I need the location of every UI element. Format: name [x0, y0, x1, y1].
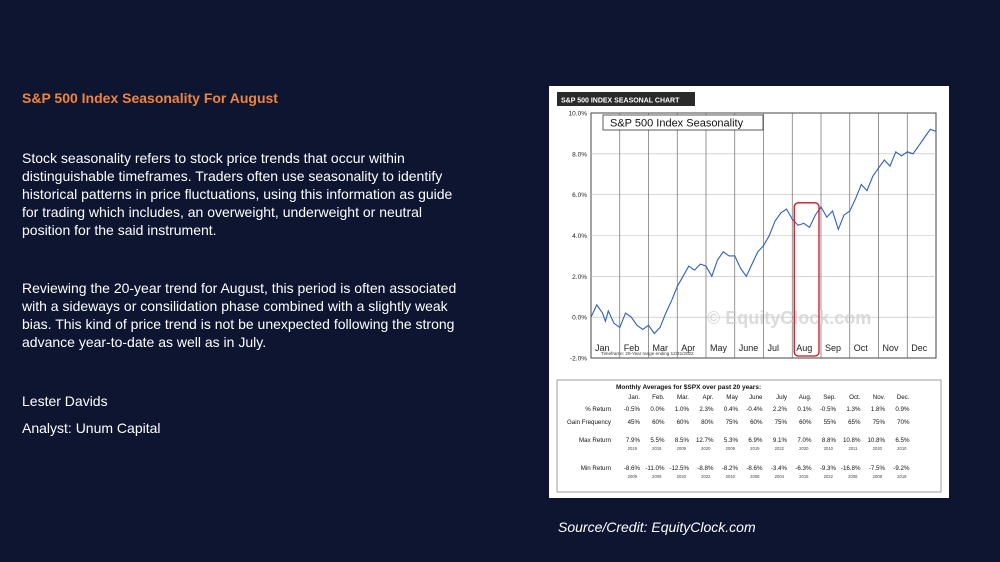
month-label: June	[738, 343, 759, 353]
table-cell: 7.0%	[797, 437, 812, 444]
table-row-label: % Return	[585, 406, 611, 413]
table-cell: -0.5%	[623, 406, 640, 413]
y-tick-label: 6.0%	[572, 192, 587, 200]
table-cell: 9.1%	[772, 437, 787, 444]
month-label: Oct	[853, 343, 868, 353]
table-cell-year: 2018	[897, 474, 907, 479]
table-cell-year: 2020	[676, 474, 686, 479]
page-title: S&P 500 Index Seasonality For August	[22, 90, 278, 106]
table-cell-year: 2020	[872, 446, 882, 451]
month-label: Jan	[595, 343, 610, 353]
table-cell-year: 2008	[848, 474, 858, 479]
table-cell: 0.4%	[723, 406, 738, 413]
table-cell: 10.8%	[842, 437, 861, 444]
table-cell: -8.8%	[697, 465, 714, 472]
seasonal-chart-panel	[549, 86, 949, 498]
seasonality-chart	[549, 86, 949, 498]
table-cell: -12.5%	[669, 465, 689, 472]
table-cell-year: 2008	[750, 474, 760, 479]
table-cell: -8.6%	[746, 465, 763, 472]
table-cell-year: 2015	[652, 446, 662, 451]
table-cell: 5.3%	[723, 437, 738, 444]
table-cell: 10.8%	[867, 437, 885, 444]
table-cell: 0.1%	[797, 406, 812, 413]
month-label: Feb	[623, 343, 640, 353]
table-cell: -8.2%	[721, 465, 738, 472]
table-title: Monthly Averages for $SPX over past 20 years:	[616, 384, 762, 391]
table-cell: 55%	[823, 419, 836, 426]
month-label: Nov	[882, 343, 899, 353]
table-column-header: Dec.	[896, 394, 910, 401]
monthly-averages-table	[557, 380, 941, 492]
table-cell: 8.5%	[674, 437, 689, 444]
table-cell: -16.8%	[840, 465, 861, 472]
paragraph-definition: Stock seasonality refers to stock price trends that occur within distinguishable timeframes. Traders often use seasonality to identify historical patterns in price fluctuations, using this information as guide for trading which includes, an overweight, underweight or neutral position for the said instrument.	[22, 150, 453, 238]
table-cell-year: 2019	[750, 446, 760, 451]
author-name: Lester Davids	[22, 393, 108, 409]
table-cell: 80%	[701, 419, 714, 426]
month-label: Dec	[911, 343, 928, 353]
table-cell: 60%	[799, 419, 812, 426]
table-cell: -0.5%	[819, 406, 836, 413]
y-tick-label: 10.0%	[568, 110, 587, 118]
table-cell-year: 2015	[799, 474, 809, 479]
source-credit: Source/Credit: EquityClock.com	[558, 519, 756, 535]
table-column-header: Feb.	[652, 394, 665, 401]
table-row-label: Max Return	[579, 437, 611, 444]
table-cell-year: 2022	[774, 446, 784, 451]
table-cell: 75%	[725, 419, 738, 426]
table-cell: 8.8%	[821, 437, 836, 444]
table-cell-year: 2010	[725, 474, 735, 479]
table-cell: 60%	[676, 419, 689, 426]
table-column-header: Apr.	[702, 394, 714, 401]
table-cell: 70%	[897, 419, 910, 426]
table-cell: 6.5%	[895, 437, 910, 444]
table-cell: 1.0%	[674, 406, 689, 413]
table-cell: -9.3%	[819, 465, 836, 472]
table-cell: -7.5%	[868, 465, 885, 472]
table-cell-year: 2010	[823, 446, 833, 451]
month-label: Sep	[825, 343, 842, 353]
table-column-header: Jan.	[628, 394, 640, 401]
table-cell-year: 2008	[872, 474, 882, 479]
table-cell: -8.6%	[623, 465, 640, 472]
table-cell-year: 2009	[725, 446, 735, 451]
table-cell: -6.3%	[795, 465, 812, 472]
table-cell: 65%	[848, 419, 861, 426]
chart-title: S&P 500 Index Seasonality	[610, 117, 744, 130]
table-column-header: Aug.	[798, 394, 812, 401]
table-column-header: July	[775, 394, 787, 401]
chart-header: S&P 500 INDEX SEASONAL CHART	[561, 97, 680, 105]
table-cell-year: 2004	[774, 474, 784, 479]
y-tick-label: 0.0%	[572, 314, 587, 322]
y-tick-label: -2.0%	[570, 355, 587, 363]
table-cell-year: 2020	[701, 446, 711, 451]
month-label: May	[710, 343, 728, 353]
commentary-text	[22, 90, 462, 437]
table-cell: 12.7%	[695, 437, 714, 444]
table-column-header: May	[726, 394, 738, 401]
paragraph-august-review: Reviewing the 20-year trend for August, this period is often associated with a sideways or consilidation phase combined with a slightly weak bias. This kind of price trend is not be unexpected following the strong advance year-to-date as well as in July.	[22, 280, 457, 350]
table-cell: -9.2%	[893, 465, 910, 472]
table-cell: 45%	[627, 419, 640, 426]
table-column-header: Oct.	[849, 394, 861, 401]
table-cell: 2.2%	[772, 406, 787, 413]
month-label: Mar	[652, 343, 668, 353]
table-row-label: Gain Frequency	[566, 419, 611, 426]
table-cell-year: 2020	[799, 446, 809, 451]
table-cell: 0.0%	[650, 406, 665, 413]
table-cell-year: 2022	[701, 474, 711, 479]
table-cell: 75%	[872, 419, 885, 426]
y-tick-label: 2.0%	[572, 273, 587, 281]
table-cell-year: 2009	[627, 474, 637, 479]
table-cell: 6.9%	[748, 437, 763, 444]
month-label: Aug	[796, 343, 813, 353]
table-cell: 5.5%	[650, 437, 665, 444]
table-cell: -0.4%	[746, 406, 763, 413]
watermark: © EquityClock.com	[707, 308, 872, 328]
chart-footnote: Timeframe: 20-Year range ending 12/31/2022	[601, 351, 694, 356]
table-cell: 60%	[750, 419, 763, 426]
month-label: Apr	[681, 343, 696, 353]
table-cell: -3.4%	[770, 465, 787, 472]
table-column-header: June	[749, 394, 763, 401]
table-cell-year: 2011	[848, 446, 858, 451]
y-axis-ticks	[569, 111, 588, 363]
month-label: Jul	[767, 343, 780, 353]
table-column-header: Sep.	[823, 394, 836, 401]
table-cell: 75%	[774, 419, 787, 426]
table-cell: 60%	[652, 419, 665, 426]
table-cell: 1.8%	[870, 406, 885, 413]
table-cell: 1.3%	[846, 406, 861, 413]
table-cell-year: 2009	[652, 474, 662, 479]
table-column-header: Nov.	[872, 394, 885, 401]
y-tick-label: 8.0%	[572, 151, 587, 159]
table-column-header: Mar.	[676, 394, 689, 401]
table-cell-year: 2022	[823, 474, 833, 479]
table-cell-year: 2010	[897, 446, 907, 451]
table-cell: 0.9%	[895, 406, 910, 413]
table-row-label: Min Return	[580, 465, 611, 472]
table-cell-year: 2019	[627, 446, 637, 451]
author-role: Analyst: Unum Capital	[22, 420, 161, 436]
table-cell: 7.9%	[625, 437, 640, 444]
y-tick-label: 4.0%	[572, 233, 587, 240]
table-cell: 2.3%	[699, 406, 714, 413]
table-cell: -11.0%	[645, 465, 665, 472]
table-cell-year: 2009	[676, 446, 686, 451]
